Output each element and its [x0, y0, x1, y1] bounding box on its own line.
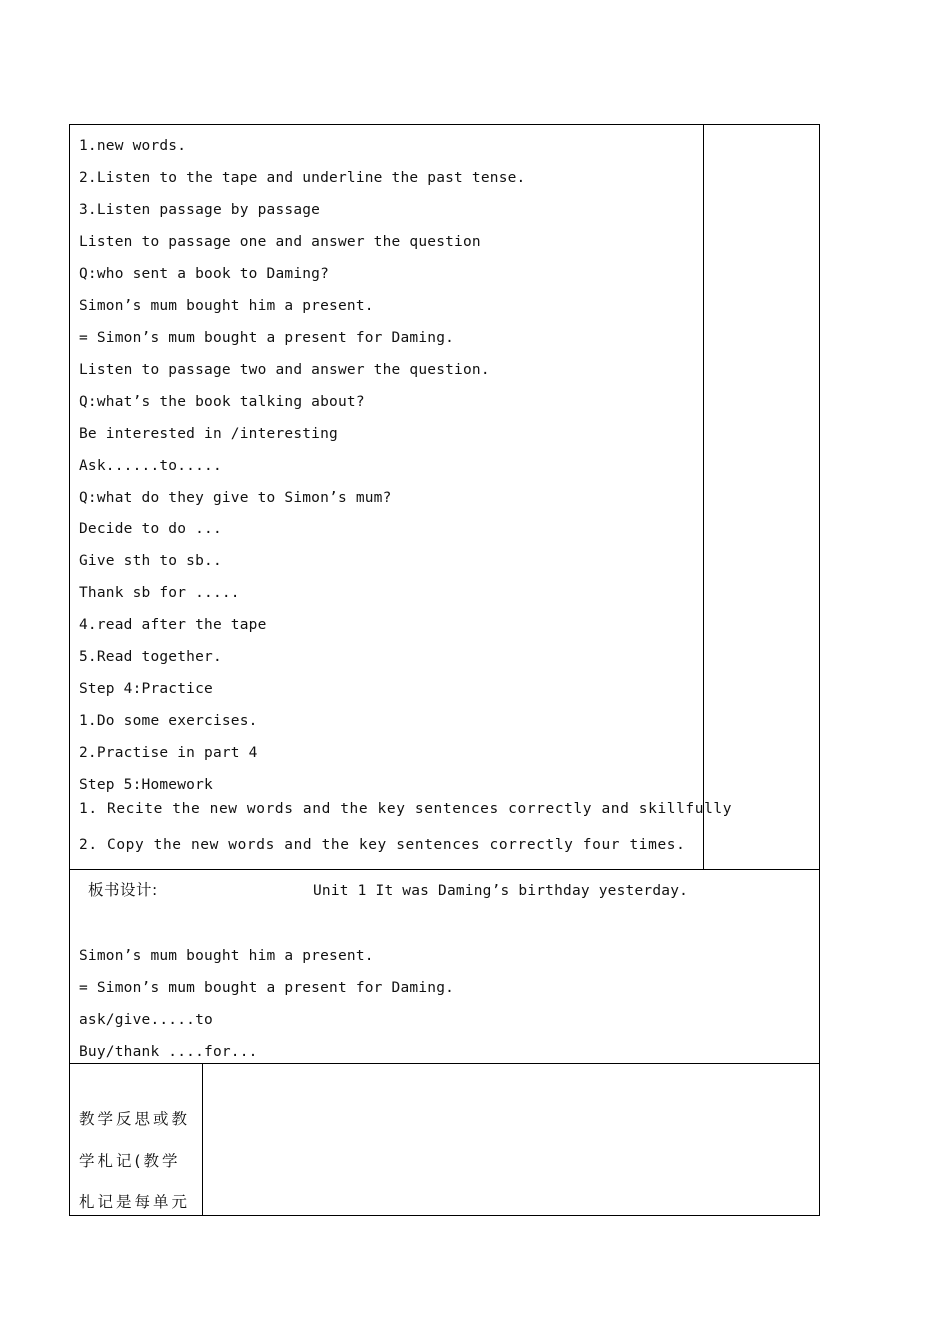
board-line: Simon’s mum bought him a present. — [79, 948, 374, 964]
step-line: 5.Read together. — [79, 649, 222, 665]
step-line: Listen to passage two and answer the question. — [79, 362, 490, 378]
step-line: Step 5:Homework — [79, 777, 213, 793]
step-line: 2.Listen to the tape and underline the past tense. — [79, 170, 526, 186]
step-line: Listen to passage one and answer the question — [79, 234, 481, 250]
homework-line: 1. Recite the new words and the key sentences correctly and skillfully — [79, 801, 733, 817]
board-line: = Simon’s mum bought a present for Daming. — [79, 980, 455, 996]
step-line: Q:what’s the book talking about? — [79, 394, 365, 410]
step-line: Step 4:Practice — [79, 681, 213, 697]
reflection-label-line: 教学反思或教 — [79, 1110, 191, 1128]
step-line: 2.Practise in part 4 — [79, 745, 258, 761]
board-title: Unit 1 It was Daming’s birthday yesterday. — [313, 883, 689, 899]
board-line: Buy/thank ....for... — [79, 1044, 258, 1060]
step-line: Give sth to sb.. — [79, 553, 222, 569]
reflection-label-divider — [202, 1063, 203, 1216]
step-line: = Simon’s mum bought a present for Daming. — [79, 330, 455, 346]
step-line: Thank sb for ..... — [79, 585, 240, 601]
step-line: 1.Do some exercises. — [79, 713, 258, 729]
row-divider-2 — [69, 1063, 820, 1064]
board-line: ask/give.....to — [79, 1012, 213, 1028]
step-line: Q:what do they give to Simon’s mum? — [79, 490, 392, 506]
reflection-content-cell[interactable] — [204, 1065, 818, 1214]
step-line: Ask......to..... — [79, 458, 222, 474]
homework-line: 2. Copy the new words and the key sentences correctly four times. — [79, 837, 686, 853]
step-line: Q:who sent a book to Daming? — [79, 266, 330, 282]
reflection-label-line: 学札记(教学 — [79, 1152, 181, 1170]
step-line: Be interested in /interesting — [79, 426, 338, 442]
step-line: 3.Listen passage by passage — [79, 202, 321, 218]
row-divider-1 — [69, 869, 820, 870]
step-line: Decide to do ... — [79, 521, 222, 537]
step-line: Simon’s mum bought him a present. — [79, 298, 374, 314]
board-design-label: 板书设计: — [88, 881, 158, 899]
reflection-label-line: 札记是每单元 — [79, 1193, 191, 1211]
step-line: 1.new words. — [79, 138, 187, 154]
step-line: 4.read after the tape — [79, 617, 267, 633]
steps-right-column-divider — [703, 124, 704, 870]
